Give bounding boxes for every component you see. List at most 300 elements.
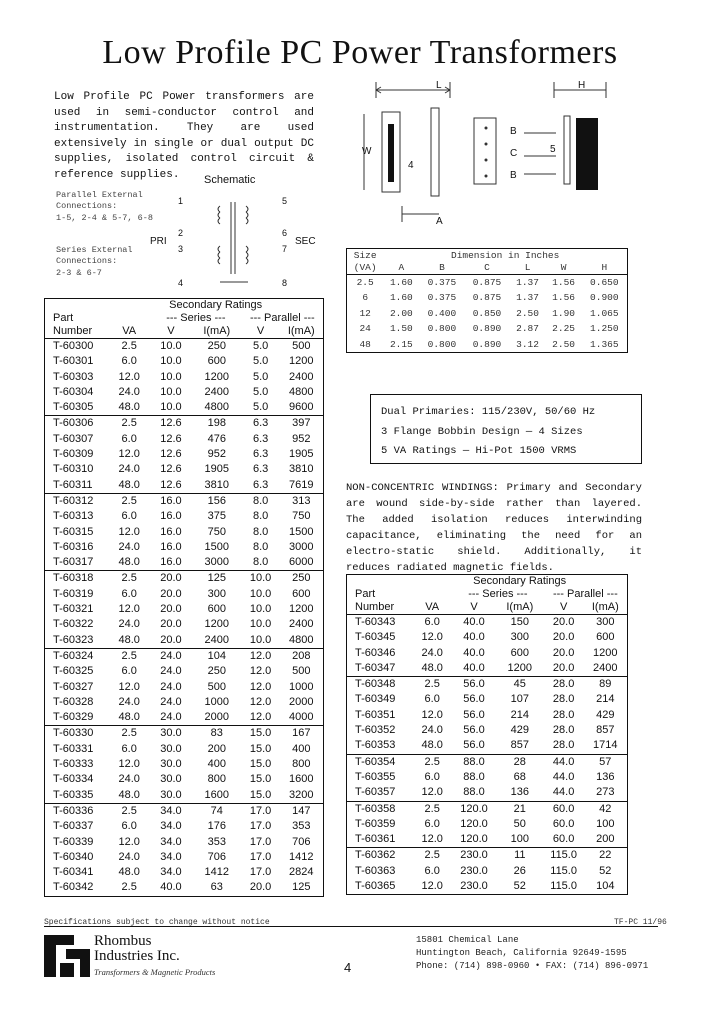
pin-7: 7 [282, 244, 288, 254]
rating-cell: 3000 [204, 556, 229, 569]
rating-cell: 60.0 [552, 833, 575, 846]
dimension-cell: 0.875 [472, 292, 502, 304]
dimension-cell: 1.37 [516, 292, 539, 304]
table-row [45, 339, 324, 355]
rating-cell: 125 [192, 571, 242, 587]
rating-cell: 16.0 [160, 556, 182, 569]
dim-label-a: A [436, 216, 443, 227]
parallel-connections-label: Parallel External Connections: [56, 190, 143, 211]
table-row [45, 416, 324, 432]
rating-cell: 20.0 [544, 615, 584, 631]
rating-cell: 6.0 [121, 820, 137, 833]
rating-cell: 10.0 [242, 571, 280, 587]
part-number: T-60354 [347, 754, 413, 770]
part-number: T-60340 [53, 850, 94, 863]
schematic [44, 170, 334, 295]
rating-cell: 20.0 [160, 587, 182, 600]
rating-cell: 2.5 [108, 493, 150, 509]
table-row [45, 478, 324, 494]
rating-cell: 115.0 [550, 864, 577, 877]
table-row [347, 290, 628, 306]
table-row [347, 692, 628, 707]
rating-cell: 400 [292, 742, 311, 755]
pin-3: 3 [178, 244, 184, 254]
rating-cell: 2.5 [412, 848, 452, 864]
rating-cell: 6.0 [121, 432, 137, 445]
drawing-pin-5: 5 [550, 144, 556, 155]
rating-cell: 12.0 [249, 680, 272, 693]
rating-cell: 706 [207, 850, 226, 863]
table-row [45, 525, 324, 540]
table-row [347, 879, 628, 895]
table-row [347, 306, 628, 322]
dimension-cell: 2.50 [516, 307, 539, 319]
part-number: T-60365 [355, 880, 396, 893]
rating-cell: 1200 [289, 355, 314, 368]
table-row [347, 770, 628, 785]
part-number: T-60310 [53, 463, 94, 476]
rating-cell: 12.0 [118, 448, 140, 461]
part-number: T-60355 [355, 770, 396, 783]
rating-cell: 12.0 [118, 835, 140, 848]
pin-4: 4 [178, 278, 184, 288]
part-number: T-60311 [53, 478, 93, 491]
rating-cell: 24.0 [118, 463, 140, 476]
rating-cell: 176 [207, 820, 226, 833]
dimension-cell: 0.875 [472, 277, 502, 288]
dimension-cell: 2.50 [552, 338, 575, 350]
part-number: T-60345 [355, 631, 396, 644]
rating-cell: 300 [207, 587, 226, 600]
rating-cell: 10.0 [150, 339, 192, 355]
table-row [45, 819, 324, 834]
rating-cell: 17.0 [249, 835, 272, 848]
rating-cell: 8.0 [252, 540, 269, 553]
rating-cell: 10.0 [160, 401, 182, 414]
table-row [45, 772, 324, 787]
rating-cell: 208 [280, 648, 324, 664]
rating-cell: 2.5 [108, 416, 150, 432]
col-ima: I(mA) [506, 601, 534, 613]
table-row [347, 337, 628, 353]
rating-cell: 600 [207, 355, 226, 368]
feature-line: 3 Flange Bobbin Design — 4 Sizes [381, 425, 583, 438]
rating-cell: 28.0 [552, 708, 575, 721]
part-number: T-60362 [347, 848, 413, 864]
non-concentric-paragraph: NON-CONCENTRIC WINDINGS: Primary and Secondary are wound side-by-side rather than layered. The added isolation reduces interwinding capacitance, eliminating the need for an electro-static shield. Additionally, it reduces radiated magnetic fields. [346, 482, 642, 574]
rating-cell: 120.0 [460, 817, 488, 830]
table-row [45, 633, 324, 649]
pin-8: 8 [282, 278, 288, 288]
rating-cell: 7619 [289, 478, 314, 491]
rating-cell: 88.0 [452, 754, 496, 770]
dimension-cell: 24 [359, 323, 371, 335]
rating-cell: 1600 [289, 773, 314, 786]
table-row [45, 493, 324, 509]
rating-cell: 6.0 [424, 693, 440, 706]
rating-cell: 4800 [289, 633, 314, 646]
table-row [347, 646, 628, 661]
rating-cell: 17.0 [249, 820, 272, 833]
rating-cell: 48.0 [118, 556, 140, 569]
rating-cell: 10.0 [249, 618, 272, 631]
rating-cell: 300 [510, 631, 529, 644]
intro-paragraph: Low Profile PC Power transformers are used in semi-conductor control and instrumentation. They are used extensively in single or dual output DC supplies, isolated control circuit & reference supplies. [54, 91, 314, 181]
rating-cell: 10.0 [249, 633, 272, 646]
features-box [370, 394, 642, 464]
table-row [45, 788, 324, 804]
dim-col: A [398, 262, 405, 274]
rating-cell: 6.0 [424, 770, 440, 783]
rating-cell: 600 [510, 646, 529, 659]
rating-cell: 100 [510, 833, 529, 846]
rating-cell: 28.0 [552, 724, 575, 737]
dimension-cell: 2.15 [389, 338, 413, 350]
rating-cell: 107 [510, 693, 529, 706]
table-row [45, 385, 324, 400]
part-number: T-60329 [53, 711, 94, 724]
rating-cell: 28 [496, 754, 544, 770]
rating-cell: 28.0 [552, 739, 575, 752]
footer-note: Specifications subject to change without notice [44, 918, 270, 927]
rating-cell: 40.0 [160, 881, 182, 894]
page-title: Low Profile PC Power Transformers [102, 34, 618, 71]
rating-cell: 400 [207, 758, 226, 771]
rating-cell: 15.0 [249, 788, 272, 801]
rating-cell: 300 [584, 615, 628, 631]
rating-cell: 12.0 [118, 370, 140, 383]
part-number: T-60358 [347, 801, 413, 817]
part-number: T-60347 [355, 661, 396, 674]
part-number: T-60334 [53, 773, 94, 786]
rating-cell: 4800 [289, 385, 314, 398]
dimension-cell: 2.87 [516, 323, 539, 335]
dim-label-c: C [510, 148, 518, 159]
part-number: T-60337 [53, 820, 94, 833]
rating-cell: 42 [584, 801, 628, 817]
company-tagline: Transformers & Magnetic Products [94, 967, 216, 977]
rating-cell: 2.5 [412, 754, 452, 770]
rating-cell: 6000 [289, 556, 314, 569]
part-number: T-60339 [53, 835, 94, 848]
dimension-cell: 1.065 [590, 307, 619, 319]
table-row [45, 432, 324, 447]
rating-cell: 353 [292, 820, 311, 833]
part-number: T-60361 [355, 833, 396, 846]
rating-cell: 56.0 [463, 724, 485, 737]
dim-label-w: W [362, 146, 372, 157]
rating-cell: 24.0 [118, 618, 140, 631]
part-number: T-60333 [53, 758, 94, 771]
rating-cell: 600 [596, 631, 615, 644]
rating-cell: 60.0 [552, 817, 575, 830]
part-number: T-60343 [347, 615, 413, 631]
rating-cell: 15.0 [249, 742, 272, 755]
rating-cell: 136 [596, 770, 615, 783]
dimension-cell: 6 [362, 292, 369, 304]
rating-cell: 750 [292, 510, 311, 523]
rating-cell: 156 [192, 493, 242, 509]
rating-cell: 12.0 [421, 708, 443, 721]
rating-cell: 5.0 [252, 385, 269, 398]
table-row [347, 708, 628, 723]
part-number: T-60351 [355, 708, 396, 721]
rating-cell: 5.0 [252, 370, 269, 383]
table-row [45, 664, 324, 679]
rating-cell: 750 [207, 525, 226, 538]
rating-cell: 500 [207, 680, 226, 693]
rating-cell: 200 [207, 742, 226, 755]
table-row [347, 817, 628, 832]
rating-cell: 12.0 [421, 786, 443, 799]
rating-cell: 16.0 [160, 510, 182, 523]
part-label: Part [355, 588, 376, 600]
rating-cell: 48.0 [118, 866, 140, 879]
part-number: T-60363 [355, 864, 396, 877]
part-number: T-60328 [53, 695, 94, 708]
rating-cell: 230.0 [452, 848, 496, 864]
part-number: T-60331 [53, 742, 94, 755]
number-label: Number [53, 325, 93, 337]
rating-cell: 2.5 [108, 726, 150, 742]
size-label: Size [353, 249, 377, 261]
rating-cell: 16.0 [160, 540, 182, 553]
rating-cell: 150 [496, 615, 544, 631]
rating-cell: 24.0 [160, 695, 182, 708]
dimension-cell: 1.56 [552, 277, 575, 288]
rating-cell: 6.0 [424, 864, 440, 877]
dimension-cell: 2.25 [552, 323, 575, 335]
part-number: T-60313 [53, 510, 94, 523]
secondary-ratings-label: Secondary Ratings [169, 299, 263, 311]
dimension-cell: 1.37 [516, 277, 539, 288]
rating-cell: 397 [280, 416, 324, 432]
rating-cell: 1200 [507, 661, 533, 674]
rating-cell: 30.0 [160, 788, 182, 801]
rating-cell: 952 [207, 448, 226, 461]
table-row [45, 803, 324, 819]
dim-col: L [524, 262, 531, 274]
rating-cell: 200 [596, 833, 615, 846]
rating-cell: 48.0 [118, 478, 140, 491]
dimension-cell: 2.5 [356, 277, 374, 288]
rating-cell: 375 [207, 510, 226, 523]
rating-cell: 1500 [289, 525, 314, 538]
rating-cell: 12.6 [160, 432, 182, 445]
rating-cell: 2400 [289, 370, 314, 383]
rating-cell: 6.0 [121, 742, 137, 755]
number-label: Number [355, 601, 395, 613]
dimension-cell: 0.375 [427, 292, 457, 304]
rating-cell: 48.0 [421, 661, 443, 674]
rating-cell: 2000 [289, 695, 314, 708]
col-ima: I(mA) [203, 325, 231, 337]
rating-cell: 16.0 [160, 525, 182, 538]
part-number: T-60317 [53, 556, 94, 569]
rating-cell: 952 [292, 432, 311, 445]
rating-cell: 44.0 [552, 770, 575, 783]
part-number: T-60319 [53, 587, 94, 600]
dimension-cell: 0.400 [427, 307, 457, 319]
pin-5: 5 [282, 196, 288, 206]
rating-cell: 17.0 [249, 866, 272, 879]
dimension-title: Dimension in Inches [451, 249, 560, 261]
table-row [45, 509, 324, 524]
dimension-cell: 0.375 [427, 277, 457, 288]
rating-cell: 44.0 [552, 786, 575, 799]
rating-cell: 44.0 [544, 754, 584, 770]
rating-cell: 52 [513, 880, 526, 893]
address-line: 15801 Chemical Lane [416, 935, 519, 945]
rating-cell: 250 [280, 571, 324, 587]
parallel-label: --- Parallel --- [552, 588, 618, 600]
schematic-title: Schematic [204, 174, 256, 186]
rating-cell: 30.0 [160, 773, 182, 786]
table-row [45, 602, 324, 617]
pin-1: 1 [178, 196, 184, 206]
part-number: T-60359 [355, 817, 396, 830]
dimension-cell: 48 [359, 338, 371, 350]
rating-cell: 600 [292, 587, 311, 600]
part-number: T-60327 [53, 680, 94, 693]
part-number: T-60357 [355, 786, 396, 799]
col-ima: I(mA) [591, 601, 619, 613]
rating-cell: 429 [596, 708, 615, 721]
rating-cell: 353 [207, 835, 226, 848]
transformer-outline [346, 78, 636, 228]
rating-cell: 28.0 [544, 677, 584, 693]
footer-code: TF-PC 11/96 [614, 918, 667, 927]
rating-cell: 52 [599, 864, 612, 877]
rating-cell: 6.0 [121, 665, 137, 678]
rating-cell: 800 [292, 758, 311, 771]
table-row [347, 630, 628, 645]
table-row [45, 680, 324, 695]
rating-cell: 6.3 [252, 478, 269, 491]
right-ratings-table [346, 574, 628, 895]
rating-cell: 230.0 [460, 880, 488, 893]
rating-cell: 6.3 [242, 416, 280, 432]
col-v: V [167, 325, 175, 337]
rating-cell: 22 [584, 848, 628, 864]
rating-cell: 24.0 [118, 385, 140, 398]
rating-cell: 68 [513, 770, 526, 783]
rating-cell: 50 [513, 817, 526, 830]
rating-cell: 12.0 [249, 695, 272, 708]
dim-label-l: L [436, 80, 442, 91]
rating-cell: 230.0 [460, 864, 488, 877]
rating-cell: 2400 [593, 661, 618, 674]
dimension-cell: 0.850 [472, 307, 502, 319]
rating-cell: 5.0 [252, 401, 269, 414]
rating-cell: 1200 [204, 370, 229, 383]
rating-cell: 20.0 [160, 633, 182, 646]
rating-cell: 21 [496, 801, 544, 817]
rating-cell: 8.0 [242, 493, 280, 509]
dimension-cell: 0.900 [590, 292, 619, 304]
col-v: V [470, 601, 478, 613]
rating-cell: 60.0 [544, 801, 584, 817]
rating-cell: 89 [584, 677, 628, 693]
rating-cell: 20.0 [160, 618, 182, 631]
rating-cell: 104 [192, 648, 242, 664]
rating-cell: 88.0 [463, 786, 485, 799]
rating-cell: 2400 [289, 618, 314, 631]
rating-cell: 12.6 [160, 463, 182, 476]
part-number: T-60321 [53, 603, 94, 616]
rating-cell: 26 [513, 864, 526, 877]
part-number: T-60352 [355, 724, 396, 737]
rating-cell: 1714 [593, 739, 618, 752]
rating-cell: 24.0 [421, 724, 443, 737]
rating-cell: 2.5 [108, 571, 150, 587]
address-line: Phone: (714) 898-0960 • FAX: (714) 896-0971 [416, 961, 649, 971]
table-row [347, 785, 628, 801]
rating-cell: 706 [292, 835, 311, 848]
rating-cell: 45 [496, 677, 544, 693]
rating-cell: 24.0 [160, 711, 182, 724]
rating-cell: 34.0 [150, 803, 192, 819]
dim-label-h: H [578, 80, 586, 91]
table-row [45, 742, 324, 757]
part-number: T-60312 [45, 493, 109, 509]
rating-cell: 6.0 [424, 817, 440, 830]
table-row [347, 615, 628, 631]
rating-cell: 2824 [289, 866, 314, 879]
rating-cell: 12.0 [118, 525, 140, 538]
feature-line: Dual Primaries: 115/230V, 50/60 Hz [381, 406, 596, 418]
rating-cell: 1500 [204, 540, 229, 553]
rating-cell: 5.0 [252, 355, 269, 368]
rating-cell: 198 [192, 416, 242, 432]
rating-cell: 12.0 [249, 665, 272, 678]
rating-cell: 57 [584, 754, 628, 770]
part-number: T-60315 [53, 525, 94, 538]
rating-cell: 17.0 [249, 850, 272, 863]
rating-cell: 214 [596, 693, 615, 706]
dimension-cell: 2.00 [389, 307, 413, 319]
rating-cell: 1412 [204, 866, 229, 879]
rating-cell: 28.0 [552, 693, 575, 706]
rating-cell: 1000 [204, 695, 229, 708]
rating-cell: 8.0 [252, 525, 269, 538]
rating-cell: 74 [192, 803, 242, 819]
company-name-line1: Rhombus [94, 933, 152, 949]
rating-cell: 3810 [204, 478, 229, 491]
rating-cell: 8.0 [252, 556, 269, 569]
rating-cell: 500 [292, 665, 311, 678]
rating-cell: 34.0 [160, 850, 182, 863]
dimension-cell: 1.60 [389, 292, 413, 304]
part-number: T-60324 [45, 648, 109, 664]
part-number: T-60322 [53, 618, 94, 631]
part-number: T-60349 [355, 693, 396, 706]
rating-cell: 1905 [289, 448, 314, 461]
series-label: --- Series --- [166, 312, 226, 324]
table-row [45, 587, 324, 602]
table-row [347, 848, 628, 864]
rating-cell: 48.0 [118, 633, 140, 646]
rating-cell: 500 [280, 339, 324, 355]
rating-cell: 48.0 [421, 739, 443, 752]
pri-label: PRI [150, 236, 167, 247]
rating-cell: 30.0 [160, 758, 182, 771]
rating-cell: 15.0 [249, 758, 272, 771]
rating-cell: 8.0 [252, 510, 269, 523]
rating-cell: 120.0 [452, 801, 496, 817]
table-row [45, 354, 324, 369]
rating-cell: 48.0 [118, 711, 140, 724]
